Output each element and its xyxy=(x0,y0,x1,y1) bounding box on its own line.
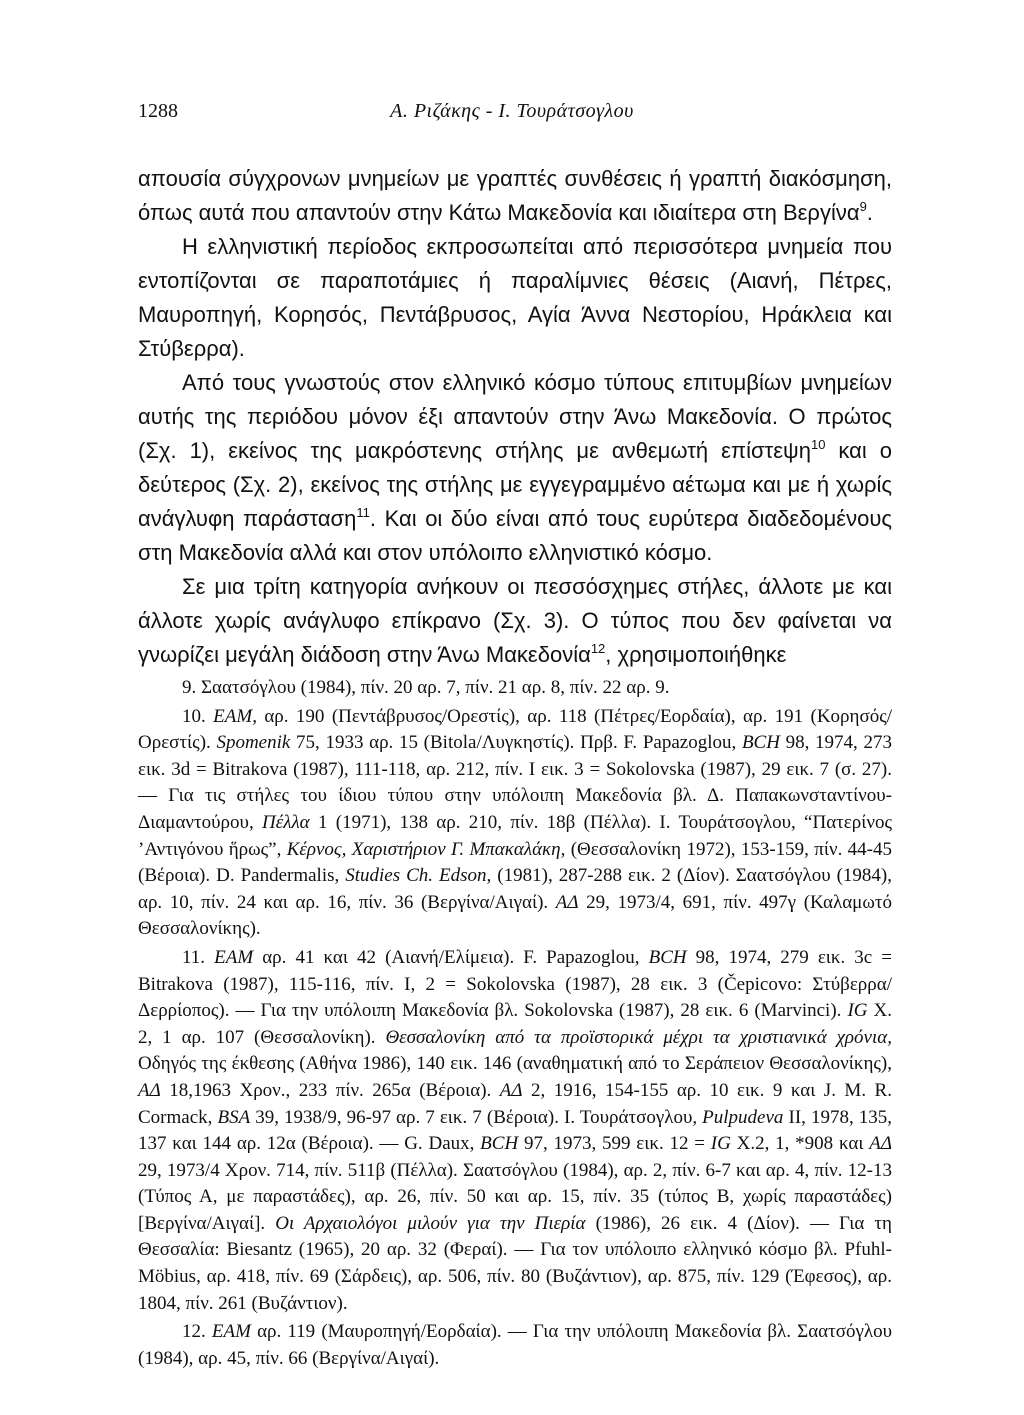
text-run: 18,1963 Χρον., 233 πίν. 265α (Βέροια). xyxy=(160,1079,500,1101)
italic-citation: Spomenik xyxy=(216,732,291,754)
body-paragraph xyxy=(138,570,892,672)
italic-citation: IG xyxy=(710,1133,731,1155)
text-run: . Και οι δύο είναι από τους ευρύτερα διαδεδομένους στη Μακεδονία αλλά και στον υπόλοιπο ελληνιστικό κόσμο. xyxy=(138,506,892,565)
text-run: II, 1978, 135, 137 και 144 αρ. 12α (Βέροια). — G. Daux, xyxy=(138,1106,893,1155)
text-run: 39, 1938/9, 96-97 αρ. 7 εικ. 7 (Βέροια). Ι. Τουράτσογλου, xyxy=(250,1106,703,1128)
text-run: 2, 1916, 154-155 αρ. 10 εικ. 9 και J. M. R. Cormack, xyxy=(138,1079,892,1128)
italic-citation: IG xyxy=(847,1000,868,1022)
text-run: 11. xyxy=(182,946,215,968)
italic-citation: ΑΔ xyxy=(499,1079,523,1101)
italic-citation: Πέλλα xyxy=(262,811,310,833)
footnote xyxy=(138,704,892,943)
italic-citation: ΑΔ xyxy=(555,891,579,913)
text-run: 1 (1971), 138 αρ. 210, πίν. 18β (Πέλλα). Ι. Τουράτσογλου, “Πατερίνος ’Αντιγόνου ἥρως”, xyxy=(138,811,892,860)
italic-citation: ΕΑΜ xyxy=(214,946,254,968)
footnote-reference: 12 xyxy=(590,641,606,656)
footnote xyxy=(138,675,892,702)
footnote xyxy=(138,945,892,1317)
italic-citation: BSA xyxy=(217,1106,251,1128)
text-run: . xyxy=(866,200,873,225)
italic-citation: Κέρνος, Χαριστήριον Γ. Μπακαλάκη, xyxy=(286,838,566,860)
body-paragraph xyxy=(138,366,892,570)
footnote-reference: 9 xyxy=(859,199,867,214)
footnotes xyxy=(138,675,892,1374)
text-run: 97, 1973, 599 εικ. 12 = xyxy=(518,1133,711,1155)
footnote-reference: 10 xyxy=(810,437,826,452)
text-run: 10. xyxy=(182,705,214,727)
text-run: 75, 1933 αρ. 15 (Bitola/Λυγκηστίς). Πρβ. F. Papazoglou, xyxy=(290,732,742,754)
italic-citation: Pulpudeva xyxy=(702,1106,784,1128)
text-run: 98, 1974, 279 εικ. 3c = Bitrakova (1987), 115-116, πίν. I, 2 = Sokolovska (1987), 28 εικ. 3 (Čepicovo: Στύβερρα/Δερρίοπος). — Για την υπόλοιπη Μακεδονία βλ. Sokolovska (1987), 28 εικ. 6 (Marvinci). xyxy=(138,946,892,1022)
text-run: Από τους γνωστούς στον ελληνικό κόσμο τύπους επιτυμβίων μνημείων αυτής της περιόδου μόνον έξι απαντούν στην Άνω Μακεδονία. Ο πρώτος (Σχ. 1), εκείνος της μακρόστενης στήλης με ανθεμωτή επίστεψη xyxy=(138,370,892,463)
text-run: και ο δεύτερος (Σχ. 2), εκείνος της στήλης με εγγεγραμμένο αέτωμα και με ή χωρίς ανάγλυφη παράσταση xyxy=(138,438,892,531)
footnote-reference: 11 xyxy=(356,505,370,520)
body-paragraph xyxy=(138,162,892,230)
text-run: X. 2, 1 αρ. 107 (Θεσσαλονίκη). xyxy=(138,1000,893,1048)
italic-citation: ΕΑΜ, xyxy=(213,705,257,727)
page-number: 1288 xyxy=(138,100,178,122)
text-run: (1981), 287-288 εικ. 2 (Δίον). Σαατσόγλου (1984), αρ. 10, πίν. 24 και αρ. 16, πίν. 36 (Βεργίνα/Αιγαί). xyxy=(138,865,892,913)
italic-citation: ΑΔ xyxy=(138,1079,161,1101)
page-header xyxy=(138,100,886,130)
text-run: 12. xyxy=(182,1321,212,1343)
italic-citation: BCH xyxy=(648,946,687,968)
italic-citation: Θεσσαλονίκη από τα προϊστορικά μέχρι τα χριστιανικά χρόνια, xyxy=(385,1026,892,1048)
text-run: X.2, 1, *908 και xyxy=(730,1133,870,1155)
text-run: αρ. 190 (Πεντάβρυσος/Ορεστίς), αρ. 118 (Πέτρες/Εορδαία), αρ. 191 (Κορησός/Ορεστίς). xyxy=(138,705,893,754)
text-run: Οδηγός της έκθεσης (Αθήνα 1986), 140 εικ. 146 (αναθηματική από το Σεράπειον Θεσσαλονίκης), xyxy=(138,1053,892,1075)
body-paragraph xyxy=(138,230,892,366)
text-run: (1986), 26 εικ. 4 (Δίον). — Για τη Θεσσαλία: Biesantz (1965), 20 αρ. 32 (Φεραί). — Για τον υπόλοιπο ελληνικό κόσμο βλ. Pfuhl-Möbius, αρ. 418, πίν. 69 (Σάρδεις), αρ. 506, πίν. 80 (Βυζάντιον), αρ. 875, πίν. 129 (Έφεσος), αρ. 1804, πίν. 261 (Βυζάντιον). xyxy=(138,1212,892,1314)
running-head: Α. Ριζάκης - Ι. Τουράτσογλου xyxy=(390,100,634,122)
text-run: αρ. 119 (Μαυροπηγή/Εορδαία). — Για την υπόλοιπη Μακεδονία βλ. Σαατσόγλου (1984), αρ. 45, πίν. 66 (Βεργίνα/Αιγαί). xyxy=(138,1321,892,1369)
text-run: Σε μια τρίτη κατηγορία ανήκουν οι πεσσόσχημες στήλες, άλλοτε με και άλλοτε χωρίς ανάγλυφο επίκρανο (Σχ. 3). Ο τύπος που δεν φαίνεται να γνωρίζει μεγάλη διάδοση στην Άνω Μακεδονία xyxy=(138,574,892,667)
italic-citation: BCH xyxy=(741,732,780,754)
italic-citation: ΕΑΜ xyxy=(211,1321,251,1343)
text-run: 29, 1973/4, 691, πίν. 497γ (Καλαμωτό Θεσσαλονίκης). xyxy=(138,891,892,940)
main-text xyxy=(138,162,892,672)
italic-citation: Οι Αρχαιολόγοι μιλούν για την Πιερία xyxy=(275,1212,586,1234)
italic-citation: Studies Ch. Edson, xyxy=(345,865,492,887)
text-run: Η ελληνιστική περίοδος εκπροσωπείται από περισσότερα μνημεία που εντοπίζονται σε παραποτάμιες ή παραλίμνιες θέσεις (Αιανή, Πέτρες, Μαυροπηγή, Κορησός, Πεντάβρυσος, Αγία Άννα Νεστορίου, Ηράκλεια και Στύβερρα). xyxy=(138,234,892,361)
text-run: απουσία σύγχρονων μνημείων με γραπτές συνθέσεις ή γραπτή διακόσμηση, όπως αυτά που απαντούν στην Κάτω Μακεδονία και ιδιαίτερα στη Βεργίνα xyxy=(138,166,892,225)
italic-citation: ΑΔ xyxy=(869,1133,892,1155)
text-run: αρ. 41 και 42 (Αιανή/Ελίμεια). F. Papazoglou, xyxy=(253,946,649,968)
italic-citation: BCH xyxy=(480,1133,519,1155)
text-run: (Θεσσαλονίκη 1972), 153-159, πίν. 44-45 (Βέροια). D. Pandermalis, xyxy=(138,838,892,887)
footnote xyxy=(138,1319,892,1372)
text-run: , χρησιμοποιήθηκε xyxy=(605,642,787,667)
text-run: 29, 1973/4 Χρον. 714, πίν. 511β (Πέλλα). Σαατσόγλου (1984), αρ. 2, πίν. 6-7 και αρ. 4, πίν. 12-13 (Τύπος Α, με παραστάδες), αρ. 26, πίν. 50 και αρ. 15, πίν. 35 (τύπος Β, χωρίς παραστάδες) [Βεργίνα/Αιγαί]. xyxy=(138,1159,892,1234)
text-run: 9. Σαατσόγλου (1984), πίν. 20 αρ. 7, πίν. 21 αρ. 8, πίν. 22 αρ. 9. xyxy=(182,677,670,698)
text-run: 98, 1974, 273 εικ. 3d = Bitrakova (1987), 111-118, αρ. 212, πίν. I εικ. 3 = Sokolovska (1987), 29 εικ. 7 (σ. 27). — Για τις στήλες του ίδιου τύπου στην υπόλοιπη Μακεδονία βλ. Δ. Παπακωνσταντίνου-Διαμαντούρου, xyxy=(138,732,892,833)
